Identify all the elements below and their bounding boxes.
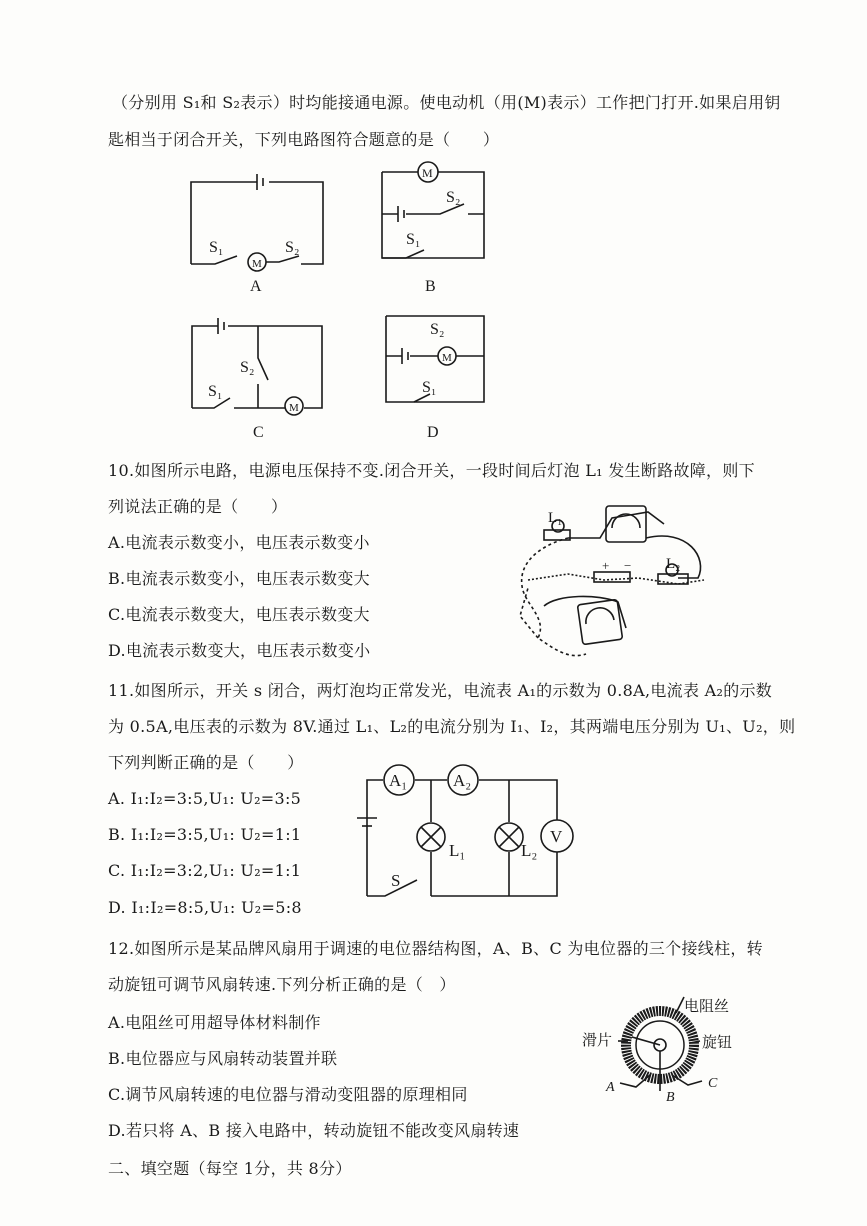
q11-s-label: S	[391, 871, 401, 890]
q9a-s1-label: S₁	[209, 239, 224, 256]
q11-option-a: A. I₁:I₂=3:5,U₁: U₂=3:5	[108, 789, 302, 808]
q9d-s2-label: S₂	[430, 321, 445, 338]
q12-option-c: C.调节风扇转速的电位器与滑动变阻器的原理相同	[108, 1085, 468, 1104]
q12-text-line2: 动旋钮可调节风扇转速.下列分析正确的是（ ）	[108, 975, 456, 994]
q11-l1-label: L₁	[449, 841, 466, 860]
q9-circuit-a	[185, 170, 325, 270]
svg-text:+: +	[602, 558, 610, 573]
q12-c-label: C	[708, 1076, 718, 1091]
svg-text:−: −	[624, 558, 632, 573]
q10-circuit-photo	[508, 498, 718, 666]
q9-caption-a: A	[250, 278, 262, 295]
q11-text-line3: 下列判断正确的是（ ）	[108, 753, 304, 772]
q9-text-line1: （分别用 S₁和 S₂表示）时均能接通电源。使电动机（用(M)表示）工作把门打开.如果启用钥	[112, 93, 781, 112]
q9-caption-d: D	[427, 424, 439, 441]
q11-text-line1: 11.如图所示，开关 s 闭合，两灯泡均正常发光，电流表 A₁的示数为 0.8A,电流表 A₂的示数	[108, 681, 773, 700]
q9-caption-c: C	[253, 424, 264, 441]
q9-text-line2: 匙相当于闭合开关，下列电路图符合题意的是（ ）	[108, 130, 500, 149]
svg-text:M: M	[252, 258, 262, 270]
q9-circuit-d	[384, 312, 488, 406]
q11-a1-label: A₁	[389, 771, 408, 790]
q9c-s2-label: S₂	[240, 359, 255, 376]
q11-l2-label: L₂	[521, 841, 538, 860]
q12-option-b: B.电位器应与风扇转动装置并联	[108, 1049, 338, 1068]
q10-text-line1: 10.如图所示电路，电源电压保持不变.闭合开关，一段时间后灯泡 L₁ 发生断路故障，则下	[108, 461, 755, 480]
svg-text:M: M	[422, 166, 433, 180]
q10-option-b: B.电流表示数变小，电压表示数变大	[108, 569, 370, 588]
q11-circuit	[355, 762, 575, 902]
q9d-s1-label: S₁	[422, 379, 437, 396]
q9-circuit-c	[188, 318, 328, 414]
q10-l2-label: L₂	[666, 556, 681, 572]
q11-option-b: B. I₁:I₂=3:5,U₁: U₂=1:1	[108, 825, 302, 844]
q9-circuit-b	[380, 158, 490, 264]
q11-option-c: C. I₁:I₂=3:2,U₁: U₂=1:1	[108, 861, 302, 880]
q11-text-line2: 为 0.5A,电压表的示数为 8V.通过 L₁、L₂的电流分别为 I₁、I₂，其两端电压分别为 U₁、U₂，则	[108, 717, 796, 736]
q9-caption-b: B	[425, 278, 436, 295]
q12-wire-label: 电阻丝	[684, 999, 730, 1015]
q9a-s2-label: S₂	[285, 239, 300, 256]
svg-text:M: M	[289, 402, 299, 414]
q12-option-d: D.若只将 A、B 接入电路中，转动旋钮不能改变风扇转速	[108, 1121, 520, 1140]
q10-option-c: C.电流表示数变大，电压表示数变大	[108, 605, 370, 624]
q9b-s2-label: S₂	[446, 189, 461, 206]
q9c-s1-label: S₁	[208, 383, 223, 400]
q12-option-a: A.电阻丝可用超导体材料制作	[108, 1013, 321, 1032]
q12-potentiometer-diagram	[580, 995, 770, 1105]
q10-option-d: D.电流表示数变大，电压表示数变小	[108, 641, 371, 660]
q10-l1-label: L₁	[548, 510, 563, 526]
q11-v-label: V	[550, 827, 563, 846]
section-title: 二、填空题（每空 1分，共 8分）	[108, 1159, 352, 1178]
q12-b-label: B	[666, 1090, 675, 1105]
q11-a2-label: A₂	[453, 771, 472, 790]
q10-text-line2: 列说法正确的是（ ）	[108, 497, 288, 516]
q12-a-label: A	[606, 1080, 615, 1095]
q10-option-a: A.电流表示数变小，电压表示数变小	[108, 533, 370, 552]
q11-option-d: D. I₁:I₂=8:5,U₁: U₂=5:8	[108, 898, 302, 917]
q9b-s1-label: S₁	[406, 231, 421, 248]
svg-text:M: M	[442, 352, 452, 364]
q12-slider-label: 滑片	[582, 1033, 613, 1049]
voltmeter-icon	[577, 599, 622, 644]
q12-knob-label: 旋钮	[702, 1035, 733, 1051]
q12-text-line1: 12.如图所示是某品牌风扇用于调速的电位器结构图，A、B、C 为电位器的三个接线柱，转	[108, 939, 763, 958]
